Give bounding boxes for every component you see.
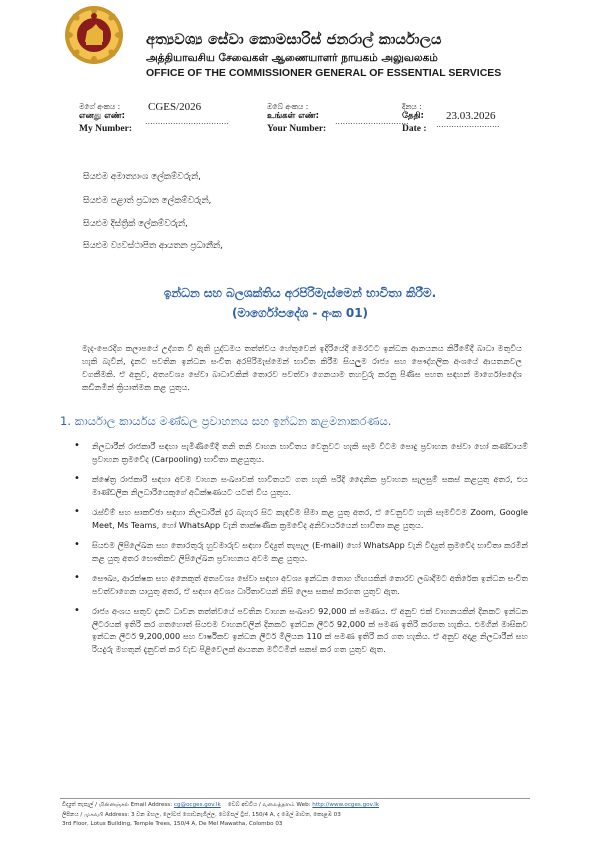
bullet-icon: • — [74, 539, 80, 550]
bullet-icon: • — [74, 473, 80, 484]
sri-lanka-emblem-logo — [63, 4, 125, 66]
footer-address-sinhala: ලිපිනය / முகவரி Address: 3 වන මහල, ලෝටස් ගොඩනැගිල්ල, ටෙම්පල් ට්‍රීස්, 150/4 A, ද මෙල් මාවත, කොළඹ 03 — [62, 812, 341, 818]
footer-address-english: 3rd Floor, Lotus Building, Temple Trees, 150/4 A, De Mel Mawatha, Colombo 03 — [62, 821, 283, 827]
my-number-value: CGES/2026 — [148, 101, 202, 113]
bullet-icon: • — [74, 572, 80, 583]
list-item — [74, 506, 528, 531]
bullet-icon: • — [74, 605, 80, 616]
org-name-tamil: அத்தியாவசிய சேவைகள் ஆணையாளர் நாயகம் அலுவலகம் — [146, 52, 438, 64]
footer-web-label: වෙබ් අඩවිය / வலைத்தளம் Web: — [227, 802, 311, 808]
bullet-text: ක්ෂේත්‍ර රාජකාරි සඳහා අවම වාහන සංඛ්‍යාවක් භාවිතයට ගත හැකි පරිදි දෛනික ප්‍රවාහන සැලසුම් සකස් කළයුතු අතර, එය මාණ්ඩලික නිලධාරියෙකුගේ අධීක්ෂණයට යටත් විය යුතුය. — [92, 474, 528, 497]
my-number-label-sinhala: මගේ අංකය : — [79, 102, 121, 111]
org-name-sinhala: අත්‍යවශ්‍ය සේවා කොමසාරිස් ජනරාල් කාර්යාලය — [146, 32, 442, 48]
footer-email-link[interactable]: cg@ocges.gov.lk — [173, 802, 221, 808]
bullet-text: නිලධාරීන් රාජකාරී සඳහා පැමිණීමේදී තනි තනි වාහන භාවිතය වෙනුවට හැකි සෑම විටම පොදු ප්‍රවාහන සේවා හෝ කණ්ඩායම් ප්‍රවාහන ක්‍රමවේද (Carpooling) භාවිතා කළයුතුය. — [92, 441, 528, 464]
intro-paragraph: මැද-පෙරදිග කලාපයේ උද්ගත වී ඇති යුද්ධමය තත්ත්වය හේතුවෙන් ඉදිරියේදී මෙරටට ඉන්ධන ආනයනය කිරීමේදී බාධා මතුවිය හැකි බැවින්, දැනට පවතින ඉන්ධන සංචිත අරපිරිමැස්මෙන් භාවිත කිරීම සියලුම රාජ්‍ය සහ පෞද්ගලික අංශයේ ආයතනවල වගකීමකි. ඒ අනුව, අත්‍යවශ්‍ය සේවා බාධාවකින් තොරව පවත්වා ගෙනයාම තහවුරු කරනු පිණිස පහත සඳහන් මාර්ගෝපදේශ කඩිනමින් ක්‍රියාත්මක කළ යුතුය. — [82, 343, 522, 392]
my-number-label-english: My Number: — [79, 124, 133, 134]
document-subtitle: (මාර්ගෝපදේශ - අංක 01) — [231, 306, 369, 320]
list-item — [74, 539, 528, 564]
recipient-line: සියළුම අමාත්‍යාංශ ලේකම්වරුන්, — [83, 172, 201, 182]
list-item — [74, 473, 528, 498]
your-number-label-sinhala: ඔබේ අංකය : — [267, 102, 309, 111]
list-item — [74, 605, 528, 655]
document-title: ඉන්ධන සහ බලශක්තිය අරපිරිමැස්මෙන් භාවිතා කිරීම. — [163, 286, 437, 300]
footer-divider — [60, 798, 530, 799]
your-number-dotted-line: ............................. — [335, 117, 409, 126]
date-label-tamil: தேதி: — [402, 111, 424, 121]
date-dotted-line: ......................... — [436, 120, 500, 129]
bullet-text: රාජ්‍ය අංශය සතුව දැනට ධාවන තත්ත්වයේ පවතින වාහන සංඛ්‍යාව 92,000 ක් පමණය. ඒ අනුව එක් වාහනයකින් දිනකට ඉන්ධන ලීටරයක් ඉතිරි කර ගතහොත් සියළුම වාහනවලින් දිනකට ඉන්ධන ලීටර් 92,000 ක් පමණ ඉතිරි කරගත හැකිය. එමගින් මාසිකව ඉන්ධන ලීටර් 9,200,000 සහ වාර්ෂිකව ඉන්ධන ලීටර් මිලියන 110 ක් පමණ ඉතිරි කර ගත හැකිය. ඒ අනුව අදාළ නිලධාරීන් සහ රියදුරු මහතුන් දැනුවත් කර වැඩ පිළිවෙලක් ආයතන මට්ටමින් සකස් කර ගත යුතුව ඇත. — [92, 606, 528, 654]
your-number-label-tamil: உங்கள் எண்: — [267, 111, 320, 121]
footer-email-label: විද්‍යුත් තැපැල් / மின்னஞ்சல் Email Address: — [62, 802, 173, 808]
org-name-english: OFFICE OF THE COMMISSIONER GENERAL OF ESSENTIAL SERVICES — [146, 67, 502, 79]
footer-contact-line — [62, 802, 379, 809]
bullet-text: රැස්වීම් සහ සාකච්ඡා සඳහා නිලධාරීන් දුර බැහැර සිට කැඳවීම සීමා කළ යුතු අතර, ඒ වෙනුවට හැකි සෑමවිටම Zoom, Google Meet, Ms Teams, හෝ WhatsApp වැනි තාක්ෂණික ක්‍රමවේද අනිවාර්යයෙන් භාවිතා කළ යුතුය. — [92, 507, 528, 530]
date-label-sinhala: දිනය : — [402, 102, 422, 111]
bullet-icon: • — [74, 440, 80, 451]
date-value: 23.03.2026 — [446, 110, 496, 122]
section-1-bullet-list — [74, 440, 528, 663]
recipient-line: සියළුම ව්‍යවස්ථාපිත ආයතන ප්‍රධානීන්, — [83, 241, 223, 251]
recipient-line: සියළුම දිස්ත්‍රික් ලේකම්වරුන්, — [83, 219, 188, 229]
recipient-line: සියළුම පළාත් ප්‍රධාන ලේකම්වරුන්, — [83, 196, 212, 206]
your-number-label-english: Your Number: — [267, 124, 327, 134]
date-label-english: Date : — [402, 124, 427, 134]
section-1-heading: 1. කාර්යාල කාර්යය මණ්ඩල ප්‍රවාහනය සහ ඉන්ධන කළමනාකරණය. — [60, 414, 392, 428]
list-item — [74, 572, 528, 597]
my-number-dotted-line: ................................. — [145, 117, 229, 126]
list-item — [74, 440, 528, 465]
bullet-icon: • — [74, 506, 80, 517]
bullet-text: සියළුම ලිපිලේඛන සහ තොරතුරු හුවමාරුව සඳහා විද්‍යුත් තැපැල (E-mail) හෝ WhatsApp වැනි විද්‍යුත් ක්‍රමවේද භාවිතා කරමින් කළ යුතු අතර භෞතිකව ලිපිලේඛන ප්‍රවාහනය අවම කළ යුතුය. — [92, 540, 528, 563]
bullet-text: සෞඛ්‍ය, ආරක්ෂක සහ අනෙකුත් අත්‍යවශ්‍ය සේවා සඳහා අවශ්‍ය ඉන්ධන තොග හිඟයකින් තොරව ලබාදීමට අතිරේක ඉන්ධන සංචිත පවත්වාගෙන යායුතු අතර, ඒ සඳහා අවශ්‍ය ධාරිතාවයන් නිසි ලෙස සකස් කරගත යුතුව ඇත. — [92, 573, 528, 596]
footer-web-link[interactable]: http://www.ocges.gov.lk — [312, 802, 380, 808]
my-number-label-tamil: எனது எண்: — [79, 111, 126, 121]
